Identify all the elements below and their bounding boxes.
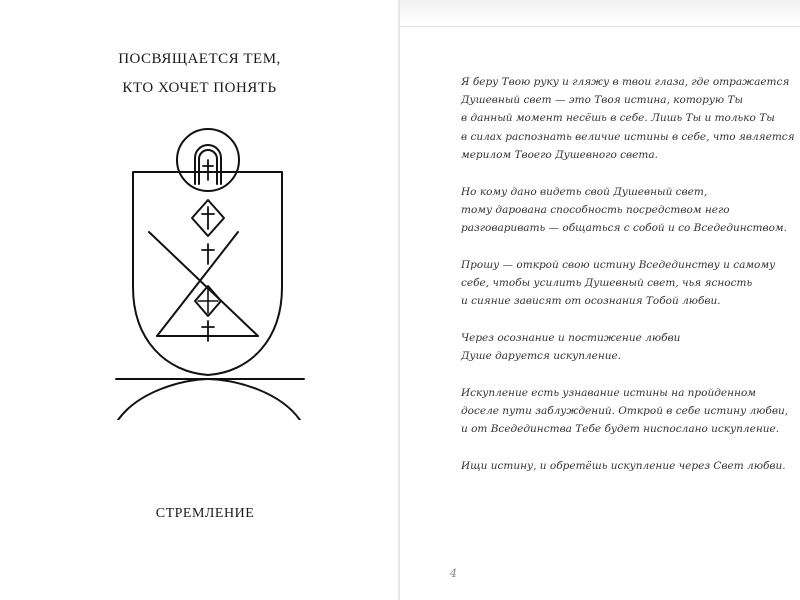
text-line: Искупление есть узнавание истины на пройденном bbox=[461, 387, 756, 400]
dedication-line-2: КТО ХОЧЕТ ПОНЯТЬ bbox=[122, 80, 277, 96]
right-page-top-edge bbox=[400, 0, 800, 27]
paragraph-3 bbox=[461, 256, 781, 311]
text-line: в данный момент несёшь в себе. Лишь Ты и только Ты bbox=[461, 112, 775, 125]
text-line: тому дарована способность посредством него bbox=[461, 203, 730, 216]
paragraph-4 bbox=[461, 329, 781, 365]
paragraph-6 bbox=[461, 457, 786, 475]
emblem-ground-arc-right bbox=[208, 379, 300, 420]
emblem-middle-cross-icon bbox=[202, 244, 214, 264]
section-title: СТРЕМЛЕНИЕ bbox=[155, 506, 255, 521]
emblem-hourglass-left bbox=[149, 232, 258, 336]
paragraph-2 bbox=[461, 183, 787, 238]
text-line: Я беру Твою руку и гляжу в твои глаза, где отражается bbox=[461, 76, 790, 88]
text-line: Но кому дано видеть свой Душевный свет, bbox=[461, 185, 708, 198]
emblem-lower-cross-icon bbox=[202, 321, 214, 341]
text-line: и сияние зависят от осознания Тобой любви. bbox=[461, 295, 721, 308]
poem-text bbox=[461, 73, 795, 494]
page-number: 4 bbox=[450, 567, 457, 580]
text-line: и от Вседединства Тебе будет ниспослано искупление. bbox=[461, 423, 780, 436]
text-line: Душевный свет — это Твоя истина, которую Ты bbox=[461, 94, 744, 107]
emblem-hourglass-right bbox=[157, 232, 238, 336]
paragraph-1 bbox=[461, 73, 795, 164]
text-line: мерилом Твоего Душевного света. bbox=[461, 148, 658, 161]
left-page bbox=[0, 0, 399, 600]
text-line: Душе даруется искупление. bbox=[461, 350, 622, 363]
text-line: в силах распознать величие истины в себе, что является bbox=[461, 130, 795, 143]
emblem-symbol bbox=[110, 122, 310, 420]
emblem-ground-arc-left bbox=[118, 379, 208, 420]
emblem-upper-diamond-cross-icon bbox=[202, 207, 214, 229]
text-line: Прошу — открой свою истину Вседединству и самому bbox=[461, 258, 776, 271]
text-line: себе, чтобы усилить Душевный свет, чья ясность bbox=[461, 277, 753, 290]
text-line: разговаривать — общаться с собой и со Вседединством. bbox=[461, 222, 787, 235]
paragraph-5 bbox=[461, 384, 789, 439]
emblem-shield-outline bbox=[133, 172, 282, 375]
text-line: доселе пути заблуждений. Открой в себе истину любви, bbox=[461, 405, 789, 418]
emblem-arch-cross-icon bbox=[203, 160, 213, 180]
text-line: Ищи истину, и обретёшь искупление через Свет любви. bbox=[461, 460, 786, 473]
dedication-line-1: ПОСВЯЩАЕТСЯ ТЕМ, bbox=[118, 51, 281, 67]
text-line: Через осознание и постижение любви bbox=[461, 332, 681, 345]
